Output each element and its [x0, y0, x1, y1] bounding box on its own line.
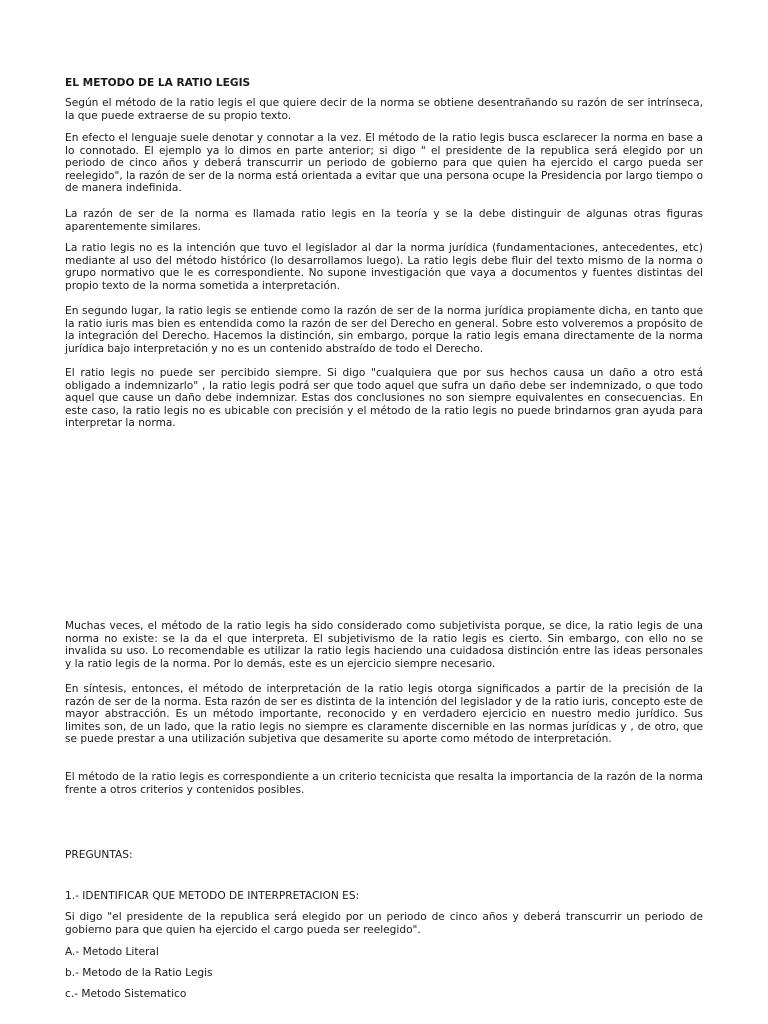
document-title: EL METODO DE LA RATIO LEGIS	[65, 77, 251, 89]
paragraph-synthesis: En síntesis, entonces, el método de interpretación de la ratio legis otorga significados a partir de la precisión de la razón de ser de la norma. Esta razón de ser es distinta de la intención del legislador y de la ratio iuris, concepto este de mayor abstracción. Es un método importante, reconocido y en verdadero ejercicio en nuestro medio jurídico. Sus limites son, de un lado, que la ratio legis no siempre es claramente discernible en las normas jurídicas y , de otro, que se puede prestar a una utilización subjetiva que desamerite su aporte como método de interpretación.	[65, 683, 703, 746]
question-1-option-c: c.- Metodo Sistematico	[65, 988, 187, 1000]
question-1-option-a: A.- Metodo Literal	[65, 946, 159, 958]
paragraph-not-always-perceived: El ratio legis no puede ser percibido siempre. Si digo "cualquiera que por sus hechos causa un daño a otro está obligado a indemnizarlo" , la ratio legis podrá ser que todo aquel que sufra un daño debe ser indemnizado, o que todo aquel que cause un daño debe indemnizar. Estas dos conclusiones no son siempre equivalentes en consecuencias. En este caso, la ratio legis no es ubicable con precisión y el método de la ratio legis no puede brindarnos gran ayuda para interpretar la norma.	[65, 367, 703, 430]
paragraph-ratio-iuris: En segundo lugar, la ratio legis se entiende como la razón de ser de la norma jurídica propiamente dicha, en tanto que la ratio iuris mas bien es entendida como la razón de ser del Derecho en general. Sobre esto volveremos a propósito de la integración del Derecho. Hacemos la distinción, sin embargo, porque la ratio legis emana directamente de la norma jurídica bajo interpretación y no es un contenido abstraído de todo el Derecho.	[65, 305, 703, 355]
paragraph-subjectivism: Muchas veces, el método de la ratio legis ha sido considerado como subjetivista porque, se dice, la ratio legis de una norma no existe: se la da el que interpreta. El subjetivismo de la ratio legis es cierto. Sin embargo, con ello no se invalida su uso. Lo recomendable es utilizar la ratio legis haciendo una cuidadosa distinción entre las ideas personales y la ratio legis de la norma. Por lo demás, este es un ejercicio siempre necesario.	[65, 620, 703, 670]
questions-heading: PREGUNTAS:	[65, 849, 133, 861]
question-1-option-b: b.- Metodo de la Ratio Legis	[65, 967, 213, 979]
paragraph-intro: Según el método de la ratio legis el que quiere decir de la norma se obtiene desentrañando su razón de ser intrínseca, la que puede extraerse de su propio texto.	[65, 97, 703, 122]
paragraph-connotation: En efecto el lenguaje suele denotar y connotar a la vez. El método de la ratio legis busca esclarecer la norma en base a lo connotado. El ejemplo ya lo dimos en parte anterior; si digo " el presidente de la republica será elegido por un periodo de cinco años y deberá transcurrir un periodo de gobierno para que quien ha ejercido el cargo pueda ser reelegido", la razón de ser de la norma está orientada a evitar que una persona ocupe la Presidencia por largo tiempo o de manera indefinida.	[65, 132, 703, 195]
paragraph-conclusion: El método de la ratio legis es correspondiente a un criterio tecnicista que resalta la importancia de la razón de la norma frente a otros criterios y contenidos posibles.	[65, 771, 703, 796]
question-1-prompt: Si digo "el presidente de la republica será elegido por un periodo de cinco años y deberá transcurrir un periodo de gobierno para que quien ha ejercido el cargo pueda ser reelegido".	[65, 911, 703, 936]
paragraph-ratio-legis-definition: La razón de ser de la norma es llamada ratio legis en la teoría y se la debe distinguir de algunas otras figuras aparentemente similares.	[65, 208, 703, 233]
question-1-title: 1.- IDENTIFICAR QUE METODO DE INTERPRETACION ES:	[65, 890, 360, 902]
paragraph-legislator-intention: La ratio legis no es la intención que tuvo el legislador al dar la norma jurídica (fundamentaciones, antecedentes, etc) mediante al uso del método histórico (lo desarrollamos luego). La ratio legis debe fluir del texto mismo de la norma o grupo normativo que le es correspondiente. No supone investigación que vaya a documentos y fuentes distintas del propio texto de la norma sometida a interpretación.	[65, 242, 703, 292]
